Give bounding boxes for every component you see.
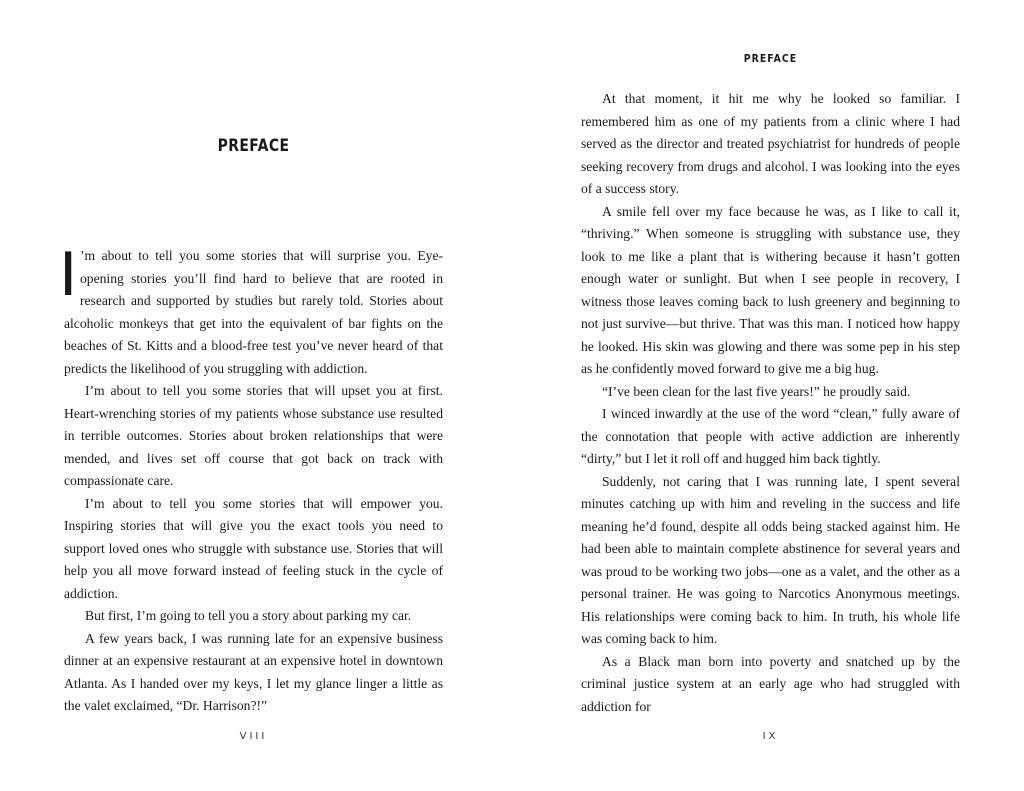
running-head: PREFACE bbox=[743, 52, 798, 65]
right-body-text bbox=[581, 88, 960, 718]
paragraph bbox=[62, 240, 443, 380]
paragraph: I winced inwardly at the use of the word “clean,” fully aware of the connotation that people with active addiction are inherently “dirty,” but I let it roll off and hugged him back tightly. bbox=[581, 406, 960, 466]
left-body-text bbox=[62, 240, 443, 718]
chapter-title: PREFACE bbox=[217, 136, 290, 156]
paragraph: At that moment, it hit me why he looked so familiar. I remembered him as one of my patients from a clinic where I had served as the director and treated psychiatrist for hundreds of people seeking recovery from drugs and alcohol. I was looking into the eyes of a success story. bbox=[581, 91, 960, 196]
paragraph: “I’ve been clean for the last five years!” he proudly said. bbox=[602, 383, 911, 399]
paragraph: But first, I’m going to tell you a story about parking my car. bbox=[85, 608, 412, 623]
paragraph-text: ’m about to tell you some stories that will surprise you. Eye-opening stories you’ll find hard to believe that are rooted in research and supported by studies but rarely told. Stories about alcoholic monkeys that get into the equivalent of bar fights on the beaches of St. Kitts and a blood-free test you’ve never heard of that predicts the likelihood of you struggling with addiction. bbox=[64, 248, 443, 376]
page-number: VIII bbox=[239, 731, 268, 742]
paragraph: As a Black man born into poverty and snatched up by the criminal justice system at an early age who had struggled with addiction for bbox=[581, 653, 960, 714]
right-page bbox=[512, 0, 1024, 791]
drop-cap: I bbox=[62, 240, 75, 310]
paragraph: Suddenly, not caring that I was running late, I spent several minutes catching up with him and reveling in the success and life meaning he’d found, despite all odds being stacked against him. He had been able to maintain complete abstinence for several years and was proud to be working two jobs—one as a valet, and the other as a personal trainer. He was going to Narcotics Anonymous meetings. His relationships were coming back to him. In truth, his whole life was coming back to him. bbox=[581, 473, 960, 646]
page-number: IX bbox=[762, 731, 779, 742]
paragraph: A few years back, I was running late for an expensive business dinner at an expensive restaurant at an expensive hotel in downtown Atlanta. As I handed over my keys, I let my glance linger a little as the valet exclaimed, “Dr. Harrison?!” bbox=[64, 630, 443, 713]
paragraph: I’m about to tell you some stories that will empower you. Inspiring stories that will give you the exact tools you need to support loved ones who struggle with substance use. Stories that will help you all move forward instead of feeling stuck in the cycle of addiction. bbox=[64, 495, 443, 601]
paragraph: I’m about to tell you some stories that will upset you at first. Heart-wrenching stories of my patients whose substance use resulted in terrible outcomes. Stories about broken relationships that were mended, and lives set off course that got back on track with compassionate care. bbox=[64, 383, 443, 488]
paragraph: A smile fell over my face because he was, as I like to call it, “thriving.” When someone is struggling with substance use, they look to me like a plant that is withering because it hasn’t gotten enough water or sunlight. But when I see people in recovery, I witness those leaves coming back to lush greenery and beginning to not just survive—but thrive. That was this man. I noticed how happy he looked. His skin was glowing and there was some pep in his step as he confidently moved forward to give me a big hug. bbox=[581, 203, 960, 376]
